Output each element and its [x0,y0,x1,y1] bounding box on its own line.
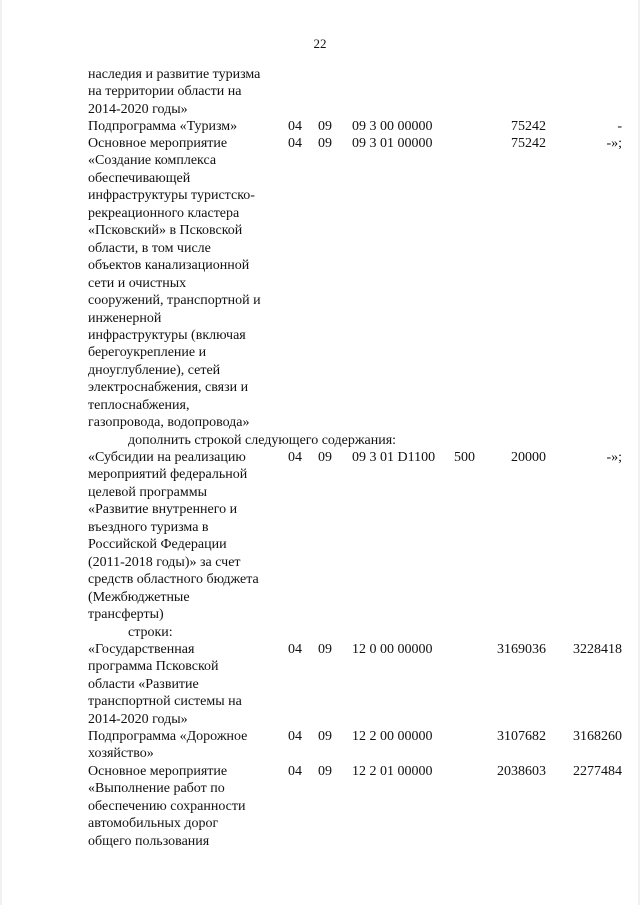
row-name-line: 2014-2020 годы» [88,711,188,727]
row-target-code: 09 3 01 00000 [352,136,433,151]
row-amount-year-2: 3228418 [573,642,622,657]
row-name-line: Российской Федерации [88,537,227,553]
row-name-line: объектов канализационной [88,258,250,274]
row-amount-year-1: 75242 [511,136,546,151]
row-name-line: обеспечивающей [88,170,191,186]
row-name-line: обеспечению сохранности [88,798,246,814]
page-edge-left [0,0,2,905]
row-name-line: целевой программы [88,484,207,500]
row-name-line: «Создание комплекса [88,153,217,169]
row-name-line: 2014-2020 годы» [88,101,188,117]
page-number: 22 [313,36,327,51]
row-amount-year-2: -»; [606,450,622,465]
row-section: 04 [288,136,302,151]
row-subsection: 09 [318,119,332,134]
row-name-line: «Псковский» в Псковской [88,223,243,239]
row-name-line: области, в том числе [88,240,211,256]
row-section: 04 [288,450,302,465]
row-name-line: наследия и развитие туризма [88,67,261,82]
row-amount-year-2: 2277484 [573,764,622,779]
row-name-line: средств областного бюджета [88,572,259,588]
row-name-line: транспортной системы на [88,694,242,710]
instruction-add: дополнить строкой следующего содержания: [128,433,397,448]
row-name-line: «Развитие внутреннего и [88,502,238,518]
row-amount-year-2: - [617,119,622,134]
row-name-line: программа Псковской [88,659,219,675]
row-name-line: общего пользования [88,833,210,849]
row-name-line: «Субсидии на реализацию [88,450,246,465]
row-amount-year-1: 2038603 [497,764,546,779]
row-subsection: 09 [318,642,332,657]
row-name-line: газопровода, водопровода» [88,415,250,431]
row-name-line: инфраструктуры туристско- [88,188,255,204]
row-name-line: сооружений, транспортной и [88,293,261,309]
row-amount-year-2: -»; [606,136,622,151]
row-target-code: 12 0 00 00000 [352,642,433,657]
row-name-line: «Государственная [88,642,195,657]
row-name-line: (Межбюджетные [88,589,190,605]
row-section: 04 [288,764,302,779]
row-subsection: 09 [318,136,332,151]
row-target-code: 12 2 00 00000 [352,729,433,744]
row-expense-type: 500 [454,450,475,465]
row-amount-year-1: 75242 [511,119,546,134]
row-amount-year-1: 3107682 [497,729,546,744]
row-target-code: 09 3 01 D1100 [352,450,436,465]
row-name-line: Подпрограмма «Дорожное [88,729,248,744]
row-subsection: 09 [318,764,332,779]
row-name-line: на территории области на [88,84,242,100]
row-amount-year-1: 3169036 [497,642,546,657]
row-subsection: 09 [318,450,332,465]
row-name-line: инфраструктуры (включая [88,327,246,343]
row-target-code: 12 2 01 00000 [352,764,433,779]
row-name-line: въездного туризма в [88,519,209,535]
row-amount-year-2: 3168260 [573,729,622,744]
row-name-line: берегоукрепление и [88,345,207,361]
row-name-line: Основное мероприятие [88,136,228,151]
row-amount-year-1: 20000 [511,450,546,465]
row-name-line: сети и очистных [88,275,187,291]
row-name-line: Подпрограмма «Туризм» [88,119,238,134]
row-subsection: 09 [318,729,332,744]
row-name-line: теплоснабжения, [88,397,190,413]
row-section: 04 [288,119,302,134]
row-section: 04 [288,729,302,744]
row-name-line: мероприятий федеральной [88,467,248,483]
row-name-line: дноуглубление), сетей [88,362,221,378]
instruction-rows: строки: [128,625,173,640]
row-name-line: трансферты) [88,607,164,623]
row-name-line: инженерной [88,310,162,326]
row-name-line: хозяйство» [88,746,154,762]
row-name-line: (2011-2018 годы)» за счет [88,554,241,570]
row-name-line: области «Развитие [88,676,199,692]
row-target-code: 09 3 00 00000 [352,119,433,134]
row-section: 04 [288,642,302,657]
row-name-line: автомобильных дорог [88,816,219,832]
row-name-line: электроснабжения, связи и [88,380,249,396]
row-name-line: рекреационного кластера [88,205,240,221]
row-name-line: «Выполнение работ по [88,781,225,797]
row-name-line: Основное мероприятие [88,764,228,779]
